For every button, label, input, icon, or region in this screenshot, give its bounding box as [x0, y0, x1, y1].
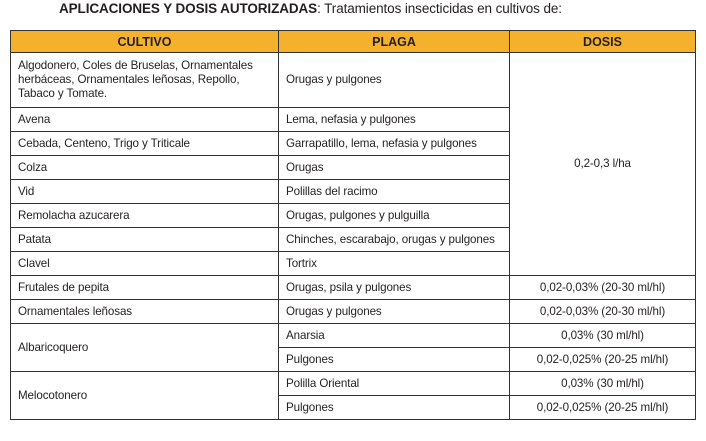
plaga-cell: Polilla Oriental: [279, 372, 510, 396]
table-row: [11, 324, 696, 348]
table-row: [11, 300, 696, 324]
dosis-cell: 0,02-0,03% (20-30 ml/hl): [510, 300, 696, 324]
cultivo-cell: Avena: [11, 108, 279, 132]
dosis-cell: 0,03% (30 ml/hl): [510, 324, 696, 348]
cultivo-cell: Vid: [11, 180, 279, 204]
dosis-cell: 0,02-0,025% (20-25 ml/hl): [510, 348, 696, 372]
section-heading: [59, 1, 562, 16]
table-row: [11, 276, 696, 300]
section-heading-rest: : Tratamientos insecticidas en cultivos de:: [317, 1, 562, 16]
plaga-cell: Orugas: [279, 156, 510, 180]
cultivo-cell: Ornamentales leñosas: [11, 300, 279, 324]
column-header-dosis: DOSIS: [510, 31, 696, 53]
table-row: [11, 372, 696, 396]
plaga-cell: Lema, nefasia y pulgones: [279, 108, 510, 132]
plaga-cell: Orugas y pulgones: [279, 53, 510, 108]
plaga-cell: Orugas, pulgones y pulguilla: [279, 204, 510, 228]
plaga-cell: Orugas, psila y pulgones: [279, 276, 510, 300]
plaga-cell: Pulgones: [279, 348, 510, 372]
plaga-cell: Chinches, escarabajo, orugas y pulgones: [279, 228, 510, 252]
section-heading-bold: APLICACIONES Y DOSIS AUTORIZADAS: [59, 1, 318, 16]
column-header-cultivo: CULTIVO: [11, 31, 279, 53]
dosage-table: [10, 30, 696, 420]
plaga-cell: Orugas y pulgones: [279, 300, 510, 324]
plaga-cell: Garrapatillo, lema, nefasia y pulgones: [279, 132, 510, 156]
plaga-cell: Polillas del racimo: [279, 180, 510, 204]
dosis-cell: 0,03% (30 ml/hl): [510, 372, 696, 396]
dosis-cell: 0,02-0,03% (20-30 ml/hl): [510, 276, 696, 300]
table-header-row: [11, 31, 696, 53]
table-row: [11, 53, 696, 108]
cultivo-cell: Albaricoquero: [11, 324, 279, 372]
cultivo-cell: Algodonero, Coles de Bruselas, Ornamentales herbáceas, Ornamentales leñosas, Repollo, Tabaco y Tomate.: [11, 53, 279, 108]
cultivo-cell: Frutales de pepita: [11, 276, 279, 300]
cultivo-cell: Clavel: [11, 252, 279, 276]
plaga-cell: Pulgones: [279, 396, 510, 420]
dosis-cell: 0,2-0,3 l/ha: [510, 53, 696, 276]
cultivo-cell: Patata: [11, 228, 279, 252]
plaga-cell: Anarsia: [279, 324, 510, 348]
cultivo-cell: Colza: [11, 156, 279, 180]
cultivo-cell: Cebada, Centeno, Trigo y Triticale: [11, 132, 279, 156]
column-header-plaga: PLAGA: [279, 31, 510, 53]
plaga-cell: Tortrix: [279, 252, 510, 276]
cultivo-cell: Remolacha azucarera: [11, 204, 279, 228]
cultivo-cell: Melocotonero: [11, 372, 279, 420]
dosis-cell: 0,02-0,025% (20-25 ml/hl): [510, 396, 696, 420]
